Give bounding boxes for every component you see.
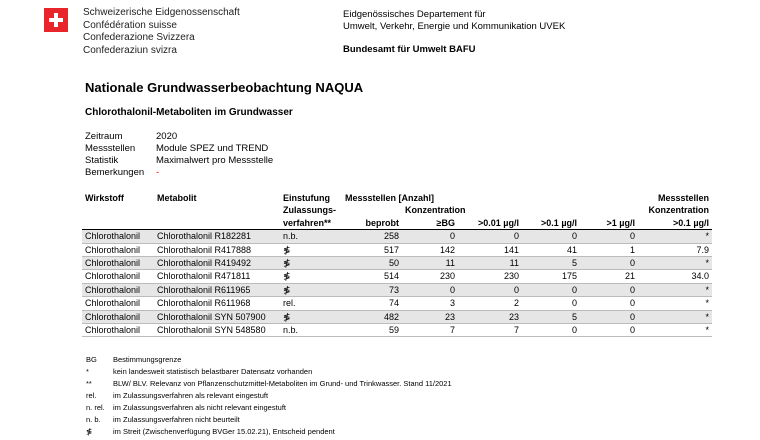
cell-beprobt: 74: [342, 297, 402, 310]
cell-01: 0: [522, 297, 580, 310]
col-beprobt: beprobt: [365, 217, 399, 228]
col-zulassung-2: verfahren**: [283, 217, 332, 228]
cell-bg: 0: [402, 283, 458, 296]
confederation-rm: Confederaziun svizra: [83, 44, 177, 56]
legend-text: kein landesweit statistisch belastbarer Datensatz vorhanden: [113, 367, 313, 376]
meta-value: -: [156, 167, 160, 178]
legend-key: rel.: [86, 391, 97, 400]
table-row: [82, 257, 712, 270]
cell-01: 0: [522, 230, 580, 243]
legend-key: n. b.: [86, 415, 101, 424]
cell-bg: 7: [402, 324, 458, 337]
legend-item: [86, 354, 452, 366]
cell-pct: *: [638, 257, 712, 270]
cell-pct: 34.0: [638, 270, 712, 283]
cell-beprobt: 517: [342, 243, 402, 256]
confederation-it: Confederazione Svizzera: [83, 32, 195, 43]
cell-001: 230: [458, 270, 522, 283]
col-metabolit: Metabolit: [157, 193, 197, 203]
department-line-2: Umwelt, Verkehr, Energie und Kommunikation UVEK: [343, 21, 566, 32]
cell-001: 2: [458, 297, 522, 310]
cell-1: 0: [580, 230, 638, 243]
header-row-3: [82, 217, 712, 230]
cell-001: 0: [458, 230, 522, 243]
meta-row: [85, 131, 273, 143]
cell-01: 0: [522, 324, 580, 337]
col-konzentration-2: Konzentration: [648, 205, 709, 216]
cell-metabolit: Chlorothalonil SYN 507900: [154, 310, 280, 323]
cell-beprobt: 50: [342, 257, 402, 270]
cell-1: 0: [580, 297, 638, 310]
cell-beprobt: 482: [342, 310, 402, 323]
cell-pct: 7.9: [638, 243, 712, 256]
legend-key: *: [86, 367, 89, 376]
cell-wirkstoff: Chlorothalonil: [82, 324, 154, 337]
legend-text: BLW/ BLV. Relevanz von Pflanzenschutzmittel-Metaboliten im Grund- und Trinkwasser. Stand 11/2021: [113, 379, 452, 388]
legend-key: n. rel.: [86, 403, 105, 412]
cell-01: 175: [522, 270, 580, 283]
cell-001: 0: [458, 283, 522, 296]
legend: [86, 354, 452, 438]
cell-01: 5: [522, 257, 580, 270]
confederation-names: [83, 7, 240, 57]
col-zulassung-1: Zulassungs-: [283, 205, 337, 216]
col-gt-001: >0.01 µg/l: [478, 217, 519, 228]
col-bg: ≥BG: [436, 217, 455, 228]
col-wirkstoff: Wirkstoff: [85, 193, 124, 203]
cell-1: 21: [580, 270, 638, 283]
cell-1: 1: [580, 243, 638, 256]
legend-item: [86, 426, 452, 438]
cell-metabolit: Chlorothalonil R417888: [154, 243, 280, 256]
cell-pct: *: [638, 297, 712, 310]
department-line-1: Eidgenössisches Departement für: [343, 9, 486, 20]
page-subtitle: Chlorothalonil-Metaboliten im Grundwasser: [85, 107, 293, 118]
cell-01: 0: [522, 283, 580, 296]
meta-label: Messstellen: [85, 143, 136, 154]
cell-001: 141: [458, 243, 522, 256]
cell-bg: 142: [402, 243, 458, 256]
col-messstellen: Messstellen: [657, 193, 709, 203]
legend-text: im Zulassungsverfahren als nicht relevant eingestuft: [113, 403, 287, 412]
swiss-crest-icon: [44, 8, 68, 32]
col-einstufung: Einstufung: [283, 193, 330, 203]
table-row: [82, 270, 712, 283]
legend-text: im Zulassungsverfahren als relevant eingestuft: [113, 391, 269, 400]
cell-wirkstoff: Chlorothalonil: [82, 257, 154, 270]
header-row-1: [82, 192, 712, 204]
cell-bg: 11: [402, 257, 458, 270]
legend-text: im Zulassungsverfahren nicht beurteilt: [113, 415, 240, 424]
cell-metabolit: Chlorothalonil R611968: [154, 297, 280, 310]
cell-wirkstoff: Chlorothalonil: [82, 297, 154, 310]
cell-beprobt: 59: [342, 324, 402, 337]
legend-key: BG: [86, 355, 97, 364]
table-row: [82, 310, 712, 323]
meta-label: Zeitraum: [85, 131, 123, 142]
cell-metabolit: Chlorothalonil R419492: [154, 257, 280, 270]
cell-001: 7: [458, 324, 522, 337]
metabolite-table: [82, 192, 712, 337]
cell-bg: 3: [402, 297, 458, 310]
cell-wirkstoff: Chlorothalonil: [82, 270, 154, 283]
col-gt-01-pct: >0.1 µg/l: [673, 217, 709, 228]
cell-01: 5: [522, 310, 580, 323]
cell-pct: *: [638, 283, 712, 296]
legend-text: Bestimmungsgrenze: [113, 355, 182, 364]
cell-1: 0: [580, 283, 638, 296]
cell-beprobt: 514: [342, 270, 402, 283]
page-title: Nationale Grundwasserbeobachtung NAQUA: [85, 80, 364, 95]
meta-label: Bemerkungen: [85, 167, 145, 178]
cell-einstufung: ≸: [280, 310, 342, 323]
table-row: [82, 243, 712, 256]
cell-001: 23: [458, 310, 522, 323]
table-row: [82, 230, 712, 243]
cell-1: 0: [580, 310, 638, 323]
cell-metabolit: Chlorothalonil R471811: [154, 270, 280, 283]
table-row: [82, 324, 712, 337]
legend-item: [86, 390, 452, 402]
cell-1: 0: [580, 257, 638, 270]
col-gt-1: >1 µg/l: [606, 217, 635, 228]
cell-wirkstoff: Chlorothalonil: [82, 230, 154, 243]
cell-einstufung: ≸: [280, 257, 342, 270]
cell-01: 41: [522, 243, 580, 256]
header-row-2: [82, 204, 712, 216]
cell-wirkstoff: Chlorothalonil: [82, 243, 154, 256]
cell-beprobt: 73: [342, 283, 402, 296]
cell-einstufung: ≸: [280, 243, 342, 256]
cell-einstufung: ≸: [280, 270, 342, 283]
cell-bg: 230: [402, 270, 458, 283]
meta-row: [85, 143, 273, 155]
cell-pct: *: [638, 324, 712, 337]
cell-einstufung: ≸: [280, 283, 342, 296]
cell-bg: 23: [402, 310, 458, 323]
office-name: Bundesamt für Umwelt BAFU: [343, 44, 476, 55]
legend-item: [86, 402, 452, 414]
table-row: [82, 297, 712, 310]
cell-einstufung: rel.: [280, 297, 342, 310]
col-konzentration: Konzentration: [405, 205, 466, 216]
legend-item: [86, 414, 452, 426]
legend-text: im Streit (Zwischenverfügung BVGer 15.02.21), Entscheid pendent: [113, 427, 335, 436]
confederation-de: Schweizerische Eidgenossenschaft: [83, 7, 240, 18]
cell-beprobt: 258: [342, 230, 402, 243]
legend-item: [86, 378, 452, 390]
cell-wirkstoff: Chlorothalonil: [82, 283, 154, 296]
cell-pct: *: [638, 230, 712, 243]
cell-einstufung: n.b.: [280, 230, 342, 243]
meta-label: Statistik: [85, 155, 119, 166]
legend-key: **: [86, 379, 92, 388]
cell-wirkstoff: Chlorothalonil: [82, 310, 154, 323]
cell-einstufung: n.b.: [280, 324, 342, 337]
col-messstellen-anzahl: Messstellen [Anzahl]: [345, 193, 435, 203]
col-gt-01: >0.1 µg/l: [541, 217, 577, 228]
meta-info: [85, 131, 273, 179]
cell-metabolit: Chlorothalonil SYN 548580: [154, 324, 280, 337]
cell-metabolit: Chlorothalonil R182281: [154, 230, 280, 243]
table-row: [82, 283, 712, 296]
legend-key: ≸: [86, 427, 93, 436]
meta-value: Module SPEZ und TREND: [156, 143, 269, 154]
cell-1: 0: [580, 324, 638, 337]
cell-pct: *: [638, 310, 712, 323]
confederation-fr: Confédération suisse: [83, 19, 177, 31]
meta-row: [85, 155, 273, 167]
meta-value: Maximalwert pro Messstelle: [156, 155, 274, 166]
meta-row: [85, 167, 273, 179]
legend-item: [86, 366, 452, 378]
cell-metabolit: Chlorothalonil R611965: [154, 283, 280, 296]
cell-001: 11: [458, 257, 522, 270]
department: [343, 9, 565, 33]
cell-bg: 0: [402, 230, 458, 243]
meta-value: 2020: [156, 131, 178, 142]
